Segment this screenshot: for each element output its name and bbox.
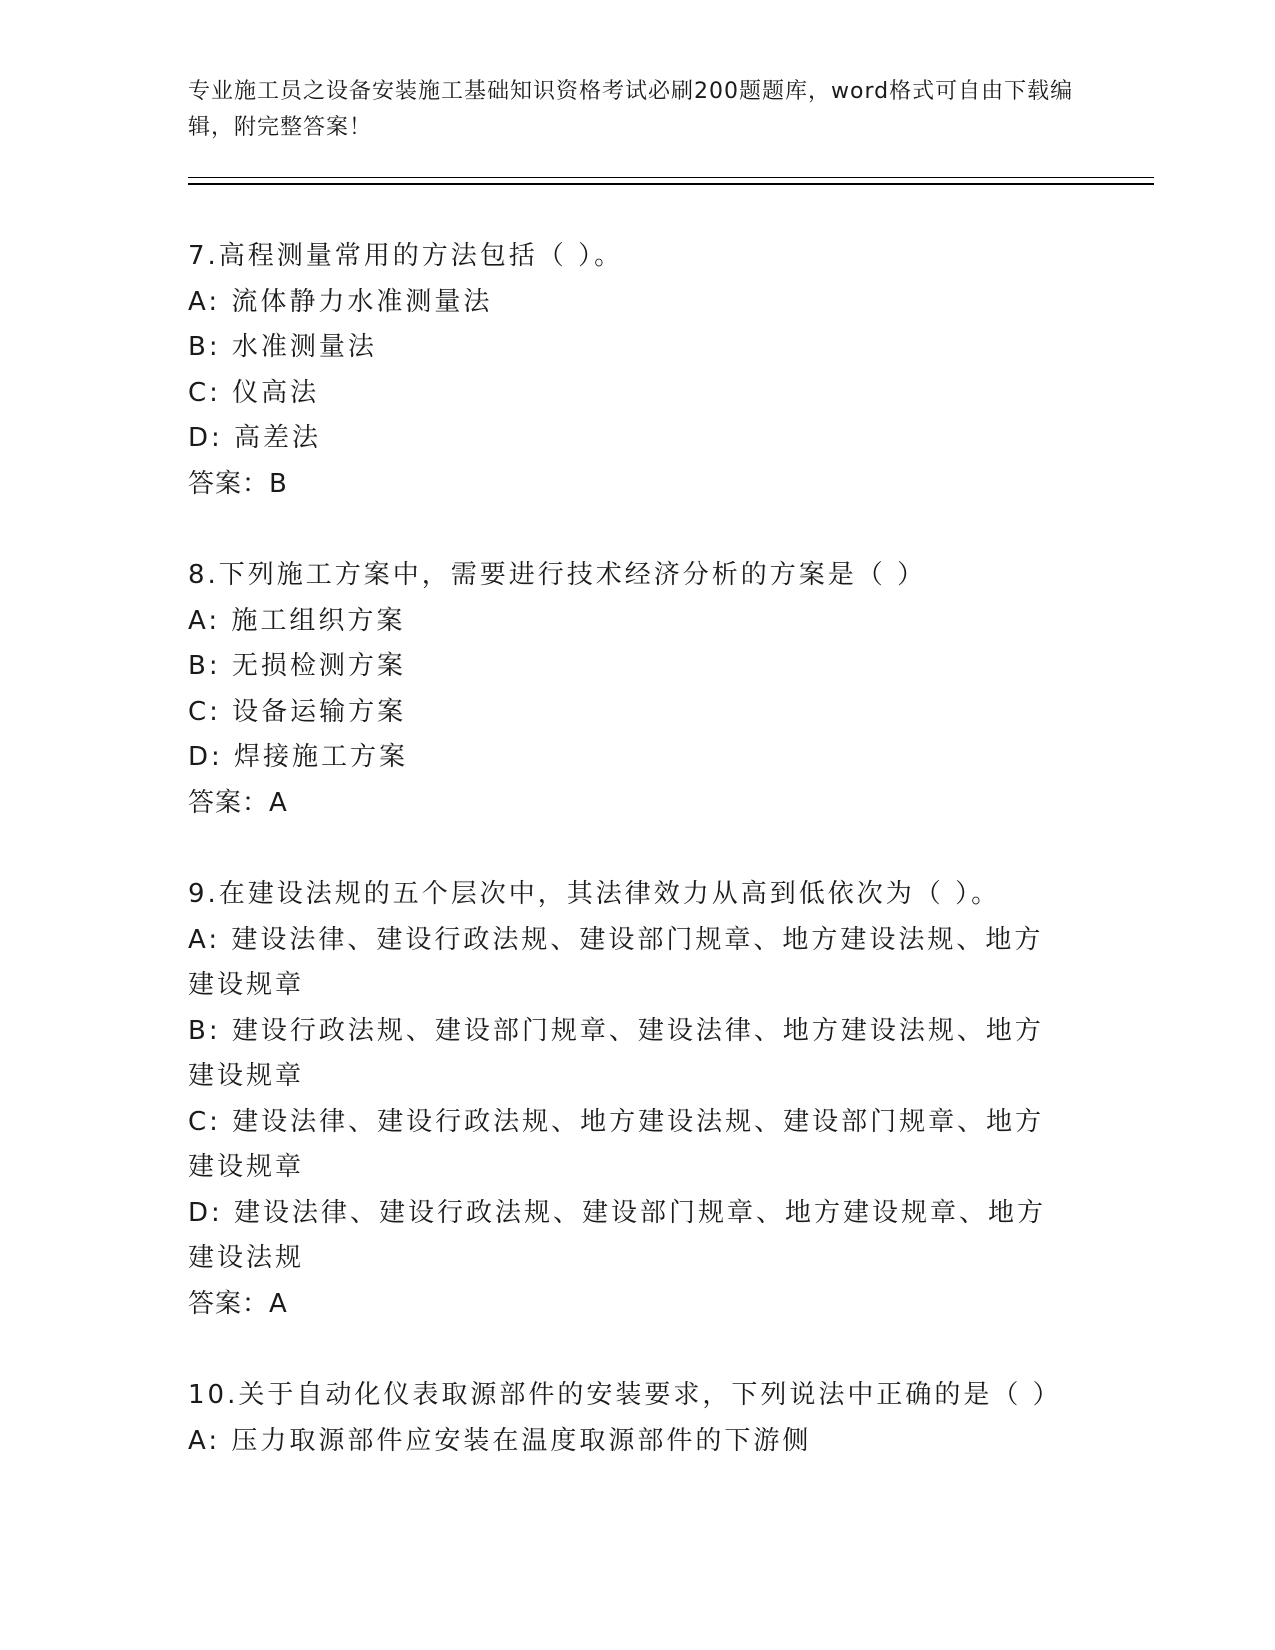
question-stem: 10.关于自动化仪表取源部件的安装要求，下列说法中正确的是（ ） <box>188 1380 1062 1410</box>
option-d: D: 高差法 <box>188 423 322 453</box>
option-b: B: 建设行政法规、建设部门规章、建设法律、地方建设法规、地方建设规章 <box>188 1015 1044 1091</box>
option-c: C: 仪高法 <box>188 377 320 408</box>
question-stem: 9.在建设法规的五个层次中，其法律效力从高到低依次为（ ）。 <box>188 879 1001 909</box>
answer-line: 答案：A <box>188 787 288 818</box>
question-stem: 8.下列施工方案中，需要进行技术经济分析的方案是（ ） <box>188 560 927 590</box>
option-c: C: 建设法律、建设行政法规、地方建设法规、建设部门规章、地方建设规章 <box>188 1106 1045 1182</box>
question-list <box>188 234 1088 1510</box>
document-header: 专业施工员之设备安装施工基础知识资格考试必刷200题题库，word格式可自由下载编辑，附完整答案！ <box>188 79 1074 140</box>
question-9 <box>188 872 1088 1327</box>
question-8 <box>188 553 1088 826</box>
question-stem: 7.高程测量常用的方法包括（ ）。 <box>188 241 624 271</box>
option-b: B: 无损检测方案 <box>188 651 406 681</box>
question-10 <box>188 1373 1088 1464</box>
option-a: A: 建设法律、建设行政法规、建设部门规章、地方建设法规、地方建设规章 <box>188 924 1044 1000</box>
option-c: C: 设备运输方案 <box>188 696 407 727</box>
header-divider <box>188 177 1154 185</box>
option-a: A: 流体静力水准测量法 <box>188 286 493 317</box>
option-d: D: 建设法律、建设行政法规、建设部门规章、地方建设规章、地方建设法规 <box>188 1197 1047 1273</box>
answer-line: 答案：B <box>188 468 288 499</box>
option-b: B: 水准测量法 <box>188 332 377 362</box>
option-a: A: 压力取源部件应安装在温度取源部件的下游侧 <box>188 1425 812 1456</box>
option-d: D: 焊接施工方案 <box>188 742 409 772</box>
question-7 <box>188 234 1088 507</box>
option-a: A: 施工组织方案 <box>188 605 406 636</box>
answer-line: 答案：A <box>188 1288 288 1319</box>
